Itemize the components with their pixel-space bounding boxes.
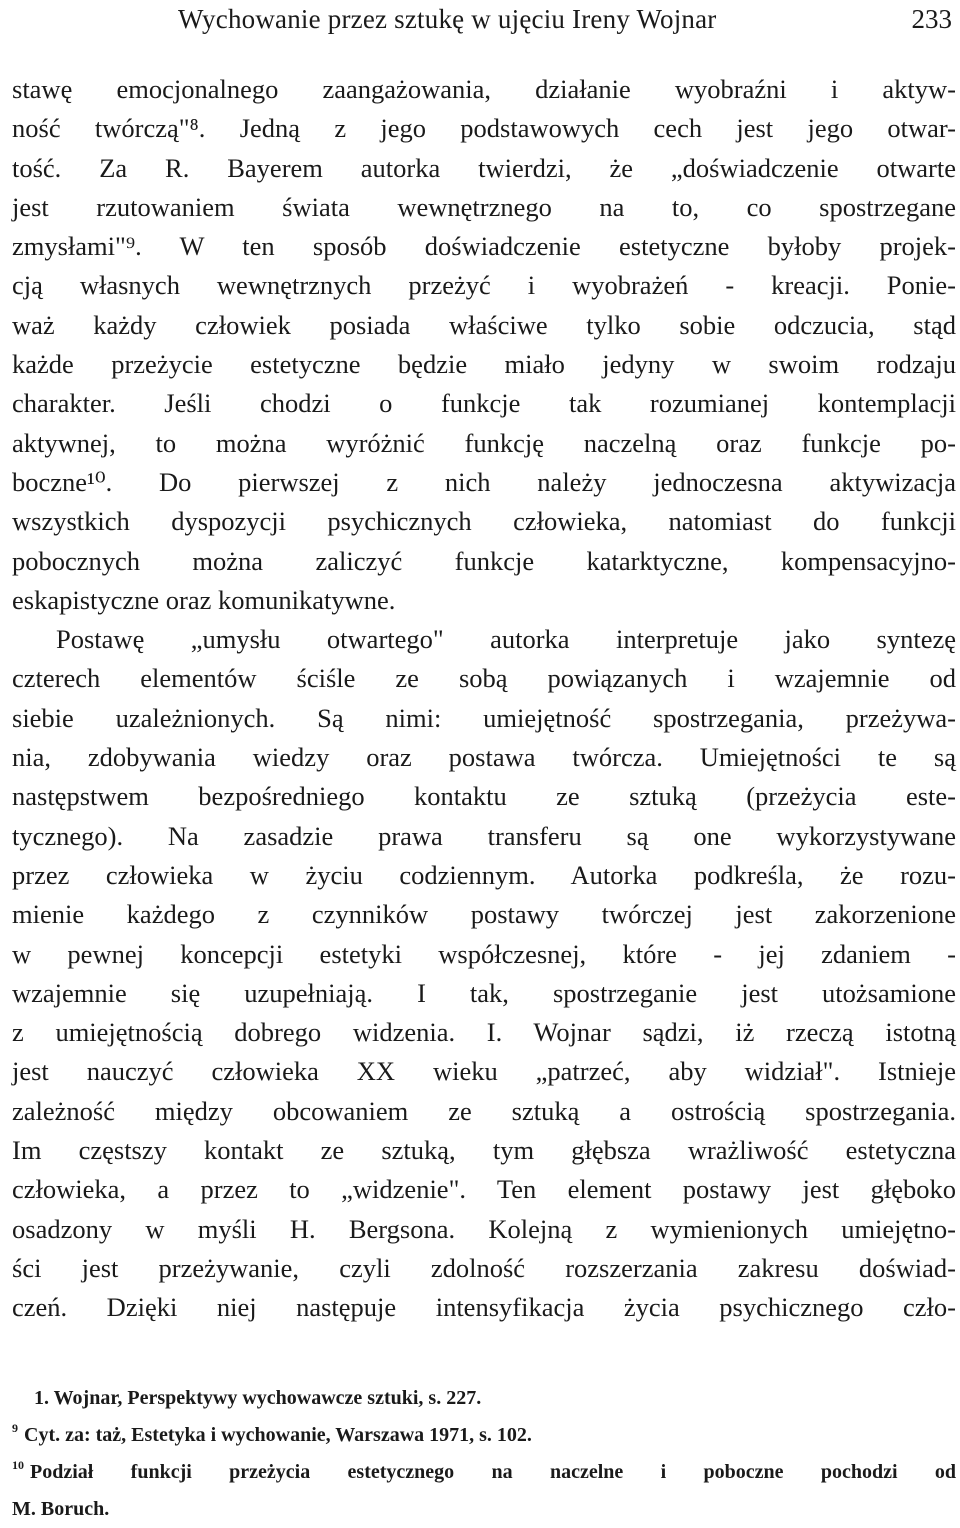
text-line: z umiejętnością dobrego widzenia. I. Wojnar sądzi, iż rzeczą istotną: [12, 1017, 956, 1048]
footnote-text: Podział funkcji przeżycia estetycznego na naczelne i poboczne pochodzi od: [30, 1461, 956, 1483]
text-line: boczne¹⁰. Do pierwszej z nich należy jednoczesna aktywizacja: [12, 466, 956, 497]
text-line: mienie każdego z czynników postawy twórczej jest zakorzenione: [12, 899, 956, 930]
page-header: [0, 4, 960, 36]
text-line: stawę emocjonalnego zaangażowania, działanie wyobraźni i aktyw-: [12, 74, 956, 104]
text-line: osadzony w myśli H. Bergsona. Kolejną z wymienionych umiejętno-: [12, 1213, 956, 1244]
footnote-10-continued: M. Boruch.: [12, 1498, 110, 1520]
footnote-1: 1. Wojnar, Perspektywy wychowawcze sztuki, s. 227.: [34, 1387, 482, 1409]
footnote-marker: 9: [12, 1421, 18, 1435]
text-line: cją własnych wewnętrznych przeżyć i wyobrażeń - kreacji. Ponie-: [12, 270, 956, 301]
text-line: ści jest przeżywanie, czyli zdolność rozszerzania zakresu doświad-: [12, 1252, 956, 1283]
paragraph-end-line: eskapistyczne oraz komunikatywne.: [12, 584, 396, 615]
text-line: wzajemnie się uzupełniają. I tak, spostrzeganie jest utożsamione: [12, 977, 956, 1008]
running-title: Wychowanie przez sztukę w ujęciu Ireny Wojnar: [178, 4, 717, 34]
text-line: nia, zdobywania wiedzy oraz postawa twórcza. Umiejętności te są: [12, 742, 956, 773]
text-line: każde przeżycie estetyczne będzie miało jedyny w swoim rodzaju: [12, 349, 956, 380]
text-line: Im częstszy kontakt ze sztuką, tym głębsza wrażliwość estetyczna: [12, 1135, 956, 1166]
text-line: tycznego). Na zasadzie prawa transferu są one wykorzystywane: [12, 820, 956, 851]
text-line: zależność między obcowaniem ze sztuką a ostrością spostrzegania.: [12, 1095, 956, 1126]
text-line: aktywnej, to można wyróżnić funkcję naczelną oraz funkcje po-: [12, 427, 956, 458]
text-line: charakter. Jeśli chodzi o funkcje tak rozumianej kontemplacji: [12, 388, 956, 419]
text-line: zmysłami"⁹. W ten sposób doświadczenie estetyczne byłoby projek-: [12, 231, 956, 262]
page-number: 233: [911, 4, 952, 34]
footnote-text: Cyt. za: taż, Estetyka i wychowanie, Warszawa 1971, s. 102.: [24, 1424, 532, 1446]
text-line: jest rzutowaniem świata wewnętrznego na to, co spostrzegane: [12, 191, 956, 222]
body-text: [12, 70, 956, 1328]
text-line: pobocznych można zaliczyć funkcje katarktyczne, kompensacyjno-: [12, 545, 956, 576]
text-line: przez człowieka w życiu codziennym. Autorka podkreśla, że rozu-: [12, 859, 956, 890]
text-line: wszystkich dyspozycji psychicznych człowieka, natomiast do funkcji: [12, 506, 956, 537]
text-line: siebie uzależnionych. Są nimi: umiejętność spostrzegania, przeżywa-: [12, 702, 956, 733]
text-line: czeń. Dzięki niej następuje intensyfikacja życia psychicznego czło-: [12, 1292, 956, 1323]
text-line: czterech elementów ściśle ze sobą powiązanych i wzajemnie od: [12, 663, 956, 694]
text-line: tość. Za R. Bayerem autorka twierdzi, że „doświadczenie otwarte: [12, 152, 956, 183]
paragraph-start-line: Postawę „umysłu otwartego" autorka interpretuje jako syntezę: [56, 624, 956, 655]
text-line: następstwem bezpośredniego kontaktu ze sztuką (przeżycia este-: [12, 781, 956, 812]
footnote-10: [12, 1454, 956, 1491]
text-line: waż każdy człowiek posiada właściwe tylko sobie odczucia, stąd: [12, 309, 956, 340]
text-line: człowieka, a przez to „widzenie". Ten element postawy jest głęboko: [12, 1174, 956, 1205]
text-line: ność twórczą"⁸. Jedną z jego podstawowych cech jest jego otwar-: [12, 113, 956, 144]
footnote-marker: 10: [12, 1458, 24, 1472]
footnote-9: [12, 1417, 956, 1454]
text-line: jest nauczyć człowieka XX wieku „patrzeć, aby widział". Istnieje: [12, 1056, 956, 1087]
footnotes: [12, 1380, 956, 1528]
text-line: w pewnej koncepcji estetyki współczesnej, które - jej zdaniem -: [12, 938, 956, 969]
